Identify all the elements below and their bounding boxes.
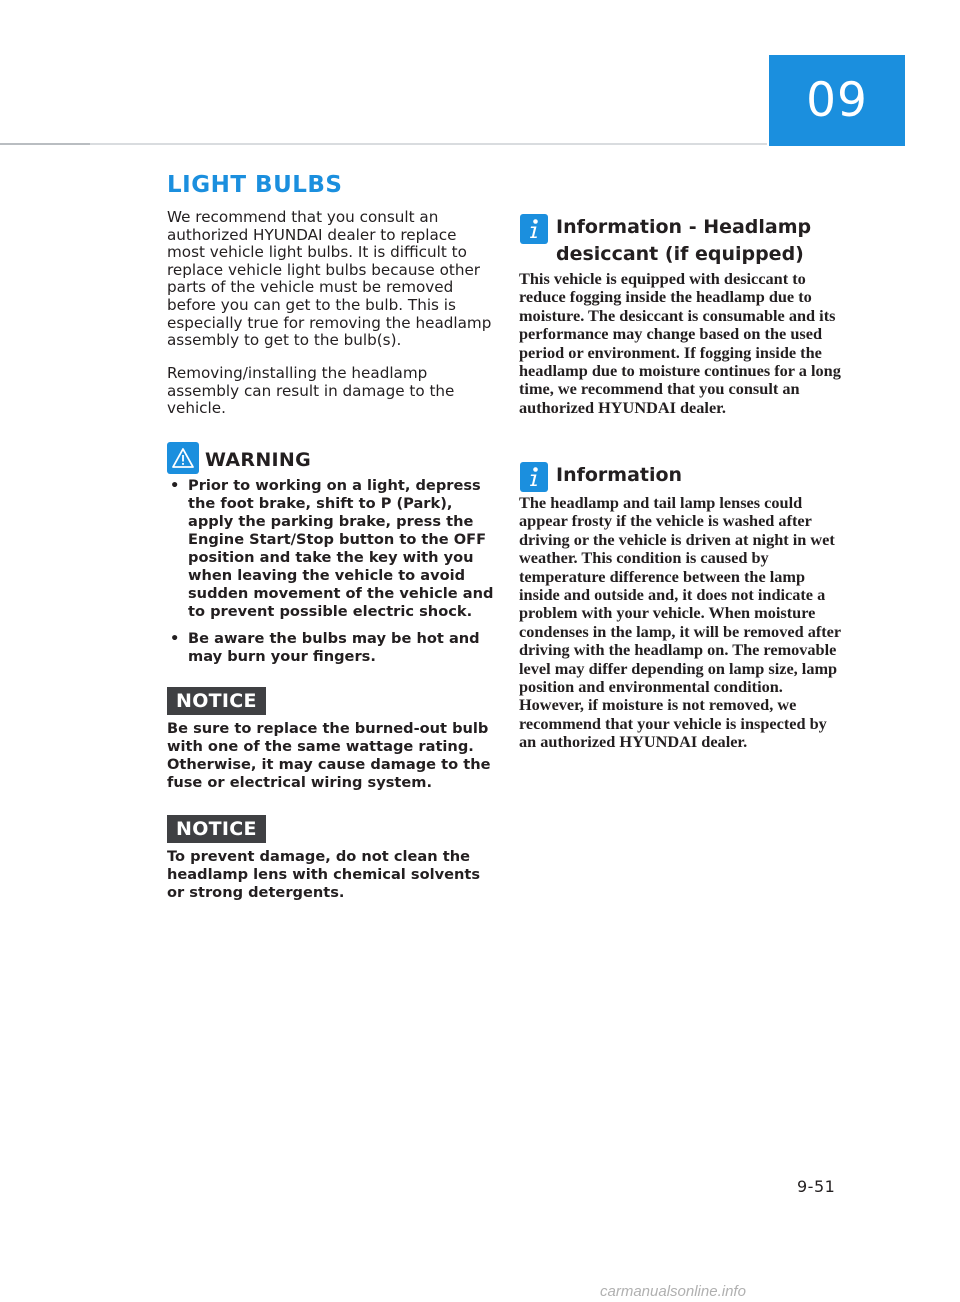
section-title: LIGHT BULBS [167, 172, 343, 198]
warning-triangle-icon [167, 442, 199, 474]
info-header [520, 462, 840, 492]
info-text: This vehicle is equipped with desiccant to reduce fogging inside the headlamp due to moisture. The desiccant is consumable and its performance may change based on the used period or environment. If fogging inside the headlamp due to moisture continues for a long time, we recommend that you consult an authorized HYUNDAI dealer. [519, 269, 841, 417]
bullet: • [170, 477, 180, 494]
warning-title: WARNING [205, 448, 312, 471]
page-number: 9-51 [797, 1177, 836, 1196]
list-item [167, 630, 497, 666]
watermark: carmanualsonline.info [600, 1283, 746, 1300]
list-item [167, 477, 497, 621]
notice-badge: NOTICE [167, 687, 266, 715]
intro-paragraph-2: Removing/installing the headlamp assembly can result in damage to the vehicle. [167, 364, 455, 418]
info-title: Information - Headlamp desiccant (if equipped) [556, 216, 812, 265]
bullet: • [170, 630, 180, 647]
intro-paragraph-1: We recommend that you consult an authorized HYUNDAI dealer to replace most vehicle light bulbs. It is difficult to replace vehicle light bulbs because other parts of the vehicle must be removed before you can get to the bulb. This is especially true for removing the headlamp assembly to get to the bulb(s). [167, 208, 492, 350]
warning-list [167, 477, 497, 675]
warning-item-text: Be aware the bulbs may be hot and may burn your fingers. [188, 630, 480, 665]
notice-badge: NOTICE [167, 815, 266, 843]
notice-text: Be sure to replace the burned-out bulb with one of the same wattage rating. Otherwise, it may cause damage to the fuse or electrical wiring system. [167, 720, 491, 791]
chapter-tab: 09 [769, 55, 905, 146]
info-title: Information [556, 464, 683, 486]
info-icon [520, 462, 548, 492]
warning-header [167, 442, 311, 474]
info-header [520, 214, 840, 268]
info-icon [520, 214, 548, 244]
warning-item-text: Prior to working on a light, depress the foot brake, shift to P (Park), apply the parking brake, press the Engine Start/Stop button to the OFF position and take the key with you when leaving the vehicle to avoid sudden movement of the vehicle and to prevent possible electric shock. [188, 477, 494, 620]
header-rule [0, 143, 767, 145]
info-text: The headlamp and tail lamp lenses could appear frosty if the vehicle is washed after driving or the vehicle is driven at night in wet weather. This condition is caused by temperature difference between the lamp inside and outside and, it does not indicate a problem with your vehicle. When moisture condenses in the lamp, it will be removed after driving with the headlamp on. The removable level may differ depending on lamp size, lamp position and environmental condition. However, if moisture is not removed, we recommend that your vehicle is inspected by an authorized HYUNDAI dealer. [519, 493, 841, 752]
notice-text: To prevent damage, do not clean the headlamp lens with chemical solvents or strong detergents. [167, 848, 481, 901]
header-rule-accent [0, 143, 90, 145]
